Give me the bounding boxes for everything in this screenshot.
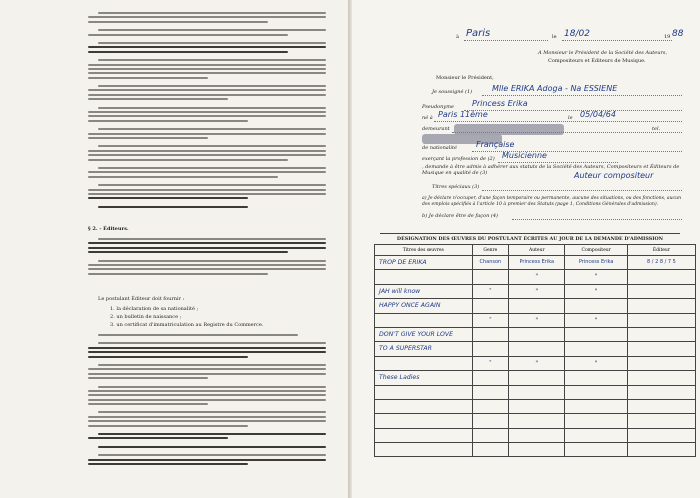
cell-genre [472,356,509,370]
cell-editor [627,299,695,313]
cell-author [509,256,565,270]
col-header-title: Titres des œuvres [375,245,473,256]
cell-author-value: " [535,287,539,295]
cell-author-value: " [535,359,539,367]
cell-editor [627,371,695,385]
cell-title [375,428,473,442]
works-table-header-row [375,245,696,256]
cell-composer [565,356,627,370]
cell-editor [627,428,695,442]
pseudonym-label: Pseudonyme [422,104,454,110]
nationality-label: de nationalité [422,145,457,151]
special-titles-line [482,190,682,191]
cell-editor [627,342,695,356]
table-row [375,270,696,284]
declaration-a: a) Je déclare n'occuper, d'une façon temporaire ou permanente, aucune des situations, ou des fonctions, aucun des emplois spécifiés à l'article 10 à premier des Statuts (page 1, Conditions Générales d'admission). [422,196,682,207]
profession-line [498,162,618,163]
cell-composer [565,443,627,457]
cell-title-value: TROP DE ERIKA [379,259,427,266]
col-header-editor: Éditeur [627,245,695,256]
cell-title [375,414,473,428]
special-titles-label: Titres spéciaux (3) [432,184,480,190]
table-row [375,385,696,399]
section-2-title: § 2. - Éditeurs. [88,226,129,232]
pseudonym-line [464,110,682,111]
cell-title [375,270,473,284]
cell-composer [565,299,627,313]
cell-author [509,299,565,313]
cell-composer [565,342,627,356]
table-row [375,371,696,385]
date-a-label: à [456,34,459,40]
table-row [375,443,696,457]
table-row [375,313,696,327]
date-value-handwritten: 18/02 [564,29,590,39]
date-le-label: le [552,34,557,40]
col-header-author: Auteur [509,245,565,256]
residing-label: demeurant [422,126,450,132]
addressee-line-1: A Monsieur le Président de la Société des Auteurs, [538,50,668,56]
cell-genre [472,256,509,270]
cell-title-value: HAPPY ONCE AGAIN [379,302,441,310]
nationality-value: Française [476,140,515,149]
cell-title [375,385,473,399]
cell-genre-value: " [489,359,492,366]
cell-genre [472,385,509,399]
cell-title [375,327,473,341]
cell-genre [472,284,509,298]
cell-title [375,399,473,413]
editor-requirements-label: Le postulant Éditeur doit fournir : [98,296,185,302]
cell-editor [627,327,695,341]
table-row [375,284,696,298]
undersigned-label: Je soussigné (1) [432,89,473,95]
born-line [434,121,682,122]
table-row [375,327,696,341]
left-page [0,0,348,498]
cell-genre-value: " [489,316,492,323]
profession-label: exerçant la profession de (2) [422,156,495,162]
profession-value: Musicienne [502,151,547,160]
request-text: , demande à être admis à adhérer aux statuts de la Société des Auteurs, Compositeurs et Éditeurs de Musique en qualité de (3) [422,164,680,176]
cell-composer [565,270,627,284]
born-date-label: le [568,115,573,121]
table-row [375,299,696,313]
date-place-line [464,40,548,41]
statute-text-block-2 [88,238,328,277]
born-label: né à [422,115,433,121]
cell-author [509,327,565,341]
cell-title-value: TO A SUPERSTAR [379,345,432,353]
cell-genre-value: Chanson [479,259,502,265]
undersigned-line [482,95,682,96]
cell-title [375,256,473,270]
cell-composer [565,414,627,428]
col-header-composer: Compositeur [565,245,627,256]
cell-title-value: DON'T GIVE YOUR LOVE [379,330,454,338]
cell-genre [472,313,509,327]
cell-composer [565,385,627,399]
pseudonym-value: Princess Erika [472,99,528,108]
cell-author [509,270,565,284]
salutation: Monsieur le Président, [436,75,494,81]
cell-composer [565,399,627,413]
cell-editor [627,356,695,370]
cell-editor [627,256,695,270]
cell-composer-value: " [594,287,598,295]
table-row [375,414,696,428]
works-table-title: DÉSIGNATION DES ŒUVRES DU POSTULANT ÉCRITES AU JOUR DE LA DEMANDE D'ADMISSION [380,233,680,245]
statute-text-block-3 [88,334,328,467]
cell-editor [627,284,695,298]
col-header-genre: Genre [472,245,509,256]
undersigned-value: Mlle ERIKA Adoga - Na ESSIENE [492,84,618,93]
cell-composer-value: " [594,359,598,367]
cell-genre-value: " [489,287,492,294]
cell-editor [627,443,695,457]
cell-title [375,313,473,327]
requirement-item-3: 3. un certificat d'immatriculation au Registre du Commerce. [110,322,264,328]
residing-line [452,132,682,133]
cell-genre [472,371,509,385]
works-table [374,244,696,457]
cell-author [509,414,565,428]
date-value-line [562,40,672,41]
cell-author [509,371,565,385]
cell-composer-value: " [594,273,598,281]
cell-composer-value: Princess Erika [578,259,614,265]
requirement-item-1: 1. la déclaration de sa nationalité ; [110,306,199,312]
cell-composer-value: " [594,316,598,324]
cell-genre [472,399,509,413]
cell-author-value: " [535,273,539,281]
tel-label: tel. [652,126,661,132]
quality-value: Auteur compositeur [574,171,654,180]
table-row [375,342,696,356]
cell-composer [565,371,627,385]
cell-title-value: JAH will know [379,287,421,295]
table-row [375,399,696,413]
cell-author [509,385,565,399]
cell-genre [472,327,509,341]
cell-editor [627,313,695,327]
born-place-value: Paris 11ème [438,110,488,119]
date-place-handwritten: Paris [466,28,491,39]
cell-genre [472,414,509,428]
cell-title [375,284,473,298]
cell-author [509,428,565,442]
cell-author [509,313,565,327]
cell-genre [472,299,509,313]
cell-editor [627,270,695,284]
requirement-item-2: 2. un bulletin de naissance ; [110,314,182,320]
cell-title [375,356,473,370]
cell-author [509,356,565,370]
cell-editor [627,385,695,399]
cell-title [375,342,473,356]
cell-composer [565,256,627,270]
addressee-line-2: Compositeurs et Éditeurs de Musique. [548,58,646,64]
cell-composer [565,313,627,327]
cell-author [509,342,565,356]
cell-composer [565,327,627,341]
cell-genre [472,428,509,442]
cell-composer [565,284,627,298]
cell-editor [627,399,695,413]
cell-author-value: " [535,316,539,324]
table-row [375,356,696,370]
declaration-b-line [512,219,682,220]
cell-editor [627,414,695,428]
table-row [375,256,696,270]
cell-author [509,399,565,413]
statute-text-block-1 [88,12,328,210]
cell-author-value: Princess Erika [519,259,555,265]
born-date-value: 05/04/64 [580,110,616,119]
cell-title [375,371,473,385]
cell-composer [565,428,627,442]
cell-title [375,299,473,313]
date-year-prefix: 19 [664,34,671,40]
cell-author [509,443,565,457]
cell-title-value: These Ladies [379,374,420,382]
date-year-handwritten: 88 [672,29,684,39]
declaration-b: b) Je déclare être de façon (4) [422,213,498,219]
table-row [375,428,696,442]
cell-title [375,443,473,457]
cell-author [509,284,565,298]
cell-editor-value: 8 / 2 8 / 7 5 [647,259,676,265]
cell-genre [472,270,509,284]
cell-genre [472,443,509,457]
cell-genre [472,342,509,356]
